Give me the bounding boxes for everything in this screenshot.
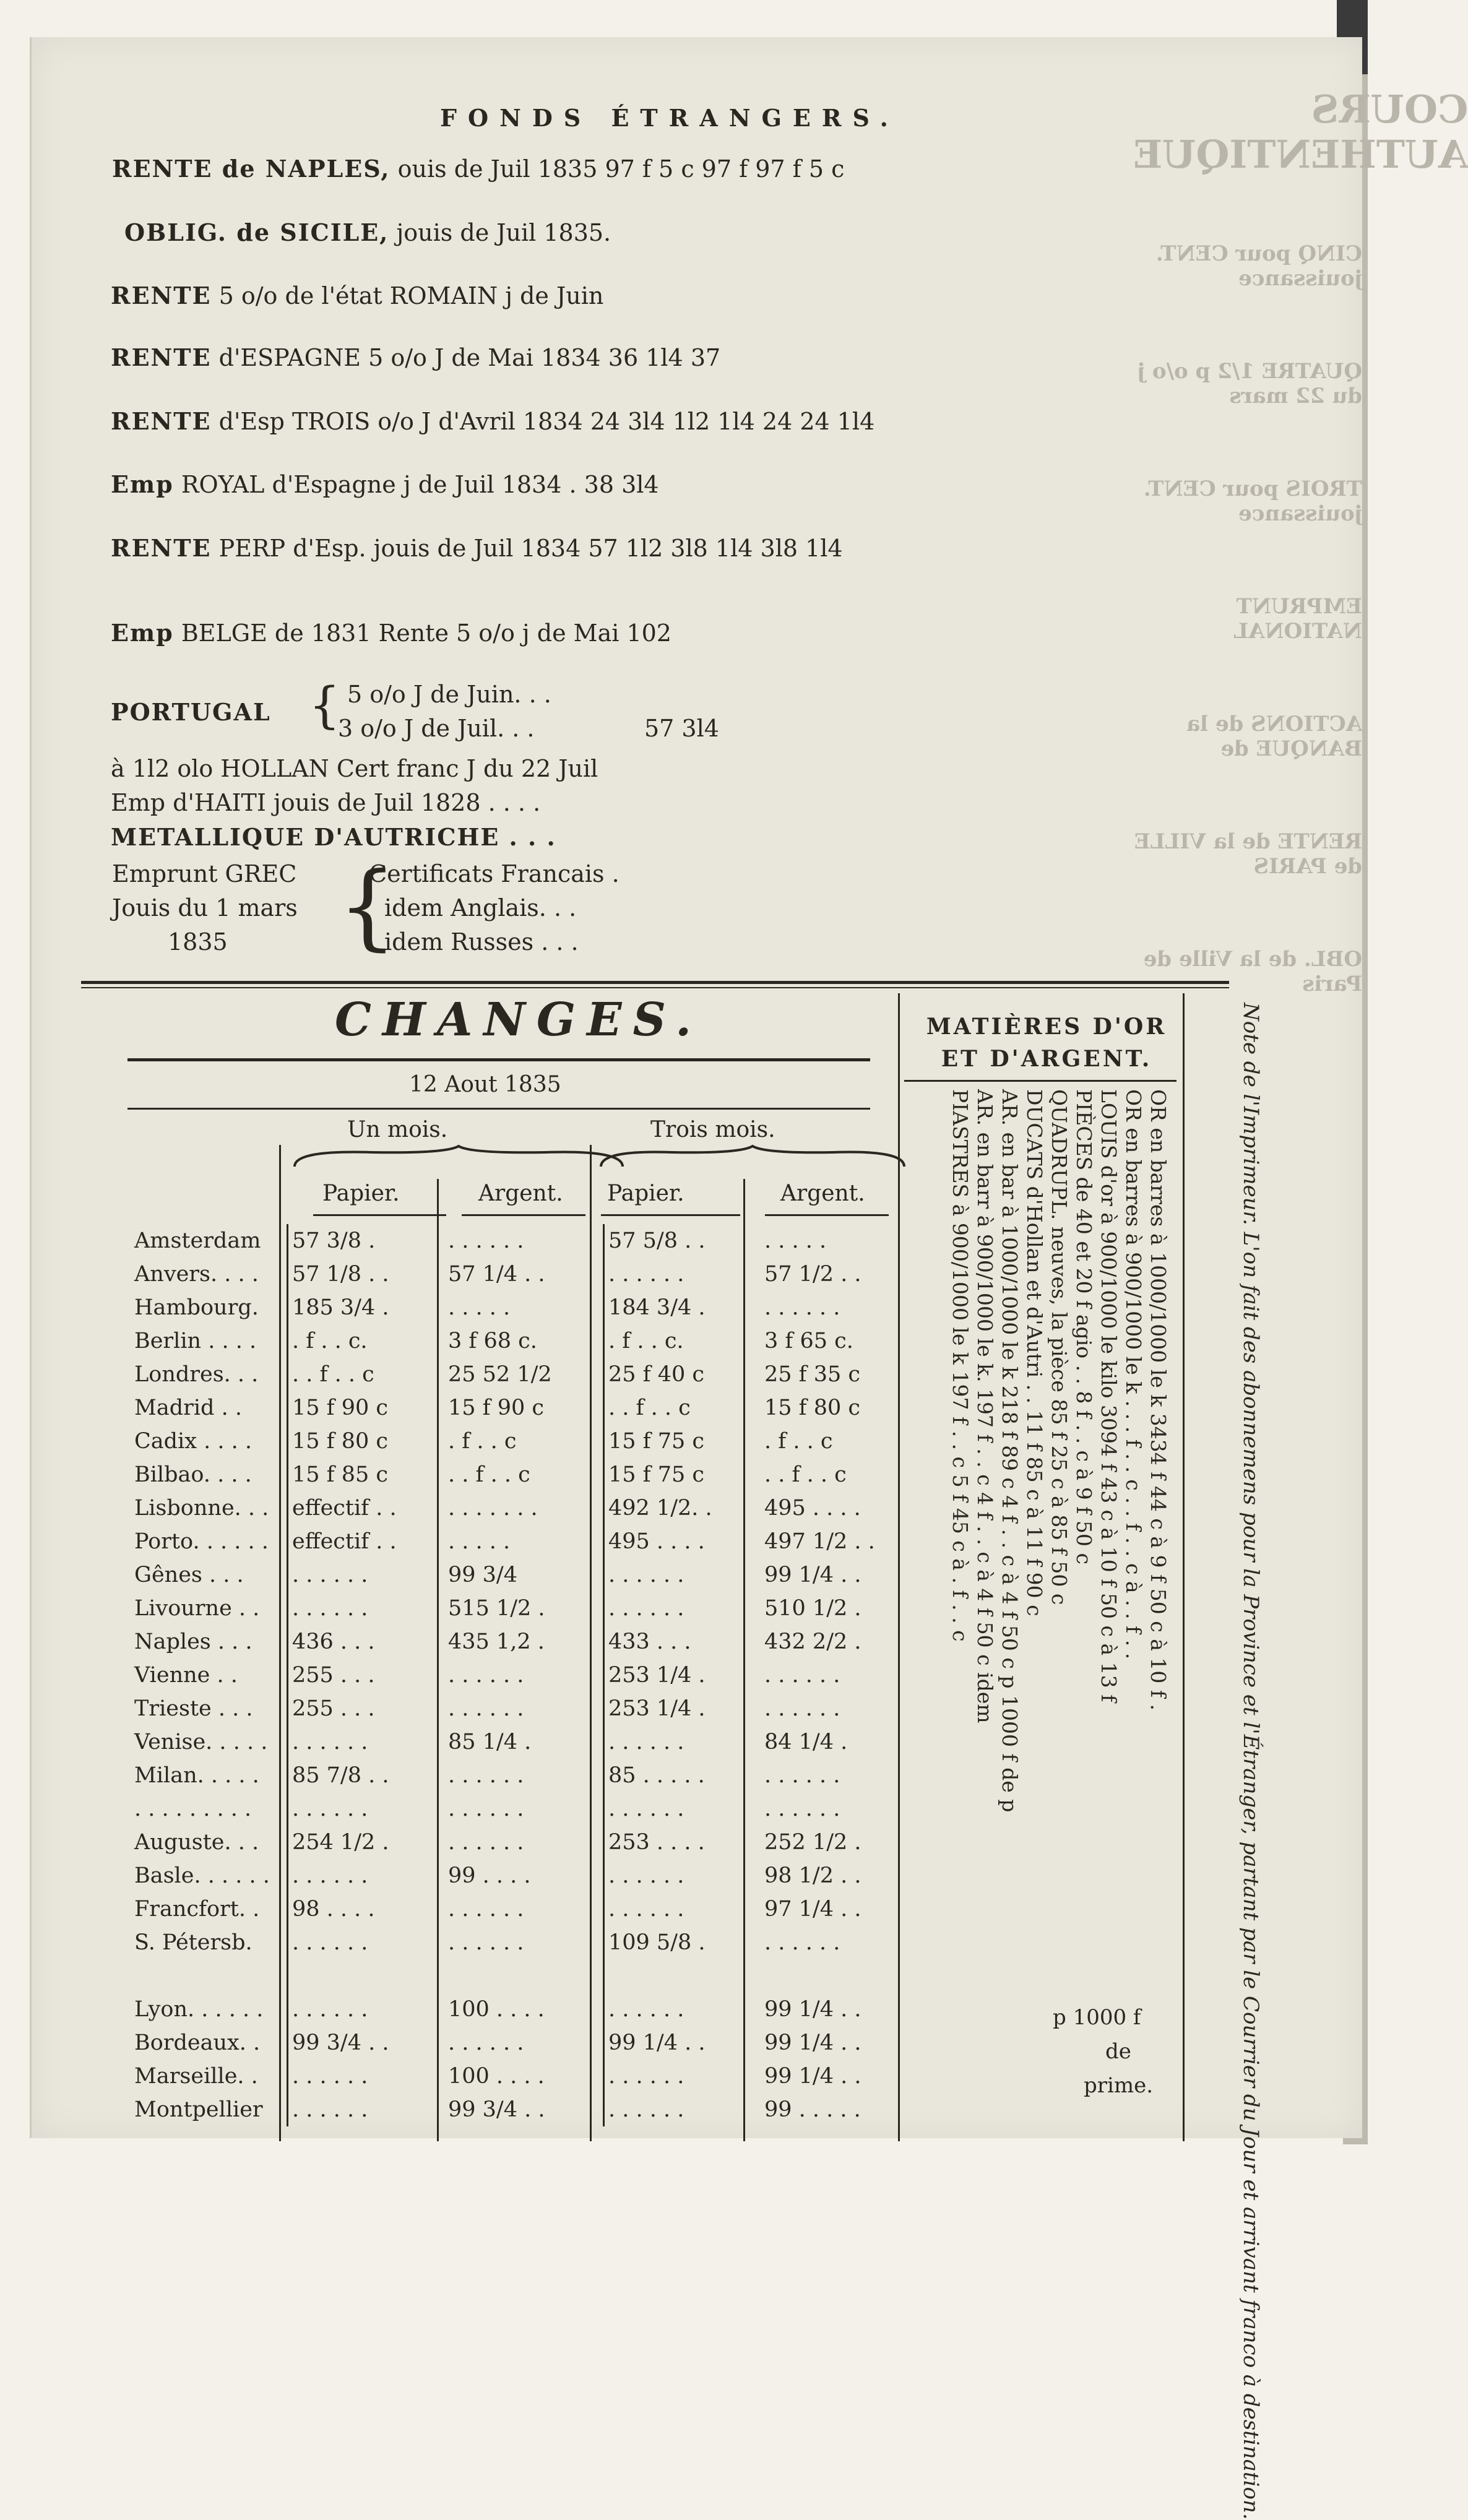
bleed-through-text: QUATRE 1/2 p o/o j du 22 mars: [1137, 359, 1362, 408]
exchange-place: Naples . . .: [134, 1629, 253, 1654]
un-mois-papier: 255 . . .: [288, 1692, 445, 1725]
table-row: [131, 1291, 917, 1324]
trois-mois-papier: . . . . . .: [604, 1725, 761, 1759]
fonds-name: Emp: [111, 619, 174, 647]
table-row: [131, 1525, 917, 1558]
un-mois-papier: 15 f 85 c: [288, 1458, 445, 1491]
un-mois-papier: 57 3/8 .: [288, 1224, 445, 1258]
bleed-through-text: CINQ pour CENT. jouissance: [1155, 241, 1362, 291]
portugal-line: 3 o/o J de Juil. . .: [338, 715, 535, 742]
exchange-place: Londres. . .: [134, 1362, 259, 1387]
fonds-name: RENTE: [111, 343, 212, 371]
un-mois-argent: 3 f 68 c.: [448, 1329, 537, 1353]
un-mois-argent: 100 . . . .: [448, 2064, 545, 2089]
matieres-title: ET D'ARGENT.: [941, 1046, 1152, 1072]
un-mois-argent: . . . . .: [448, 1529, 511, 1554]
bleed-through-text: RENTE de la VILLE de PARIS: [1134, 829, 1362, 879]
trois-mois-papier: . f . . c.: [604, 1324, 761, 1358]
table-row: [131, 1792, 917, 1826]
trois-mois-argent: 432 2/2 .: [764, 1629, 861, 1654]
un-mois-argent: . . . . . .: [448, 2030, 524, 2055]
table-row: [131, 1324, 917, 1358]
un-mois-papier: 185 3/4 .: [288, 1291, 445, 1324]
trois-mois-argent: 252 1/2 .: [764, 1830, 861, 1855]
table-row: [131, 1993, 917, 2026]
table-divider: [279, 1145, 281, 2141]
trois-mois-papier: 25 f 40 c: [604, 1358, 761, 1391]
un-mois-argent: [444, 1959, 604, 1993]
un-mois-papier: . . . . . .: [288, 1792, 445, 1826]
un-mois-argent: . . . . . .: [448, 1930, 524, 1955]
exchange-place: Venise. . . . .: [134, 1730, 268, 1754]
trois-mois-papier: 433 . . .: [604, 1625, 761, 1659]
trois-mois-argent: 3 f 65 c.: [764, 1329, 853, 1353]
table-row: [131, 1625, 917, 1659]
autriche-line: METALLIQUE D'AUTRICHE . . .: [111, 823, 556, 851]
trois-mois-papier: . . . . . .: [604, 1892, 761, 1926]
un-mois-argent: . . . . . .: [448, 1228, 524, 1253]
table-divider: [898, 993, 900, 2141]
exchange-place: Basle. . . . . .: [134, 1863, 270, 1888]
fonds-line: [124, 218, 611, 246]
un-mois-papier: 436 . . .: [288, 1625, 445, 1659]
un-mois-argent: 57 1/4 . .: [448, 1262, 545, 1287]
un-mois-papier: . . . . . .: [288, 1859, 445, 1892]
table-row: [131, 1491, 917, 1525]
grec-label: Jouis du 1 mars: [112, 894, 298, 921]
grec-row: idem Anglais. . .: [384, 894, 577, 921]
brace-under-un-mois: [291, 1145, 626, 1170]
table-row: [131, 1425, 917, 1458]
un-mois-papier: [288, 1959, 445, 1993]
grec-row: Certificats Francais .: [369, 860, 620, 887]
fonds-line: [111, 343, 720, 371]
matieres-line: DUCATS d'Hollan et d'Autri . . 11 f 85 c à 11 f 90 c: [1022, 1089, 1047, 1616]
un-mois-papier: effectif . .: [288, 1525, 445, 1558]
trois-mois-header: Trois mois.: [650, 1117, 775, 1142]
trois-mois-papier: 253 . . . .: [604, 1826, 761, 1859]
matieres-line: QUADRUPL. neuves, la pièce 85 f 25 c à 85 f 50 c: [1047, 1089, 1071, 1605]
portugal-value: 57 3l4: [644, 715, 719, 742]
un-mois-papier: 99 3/4 . .: [288, 2026, 445, 2060]
table-row: [131, 1224, 917, 1258]
matieres-line: OR en barres à 1000/1000 le k 3434 f 44 c à 9 f 50 c à 10 f .: [1146, 1089, 1170, 1711]
exchange-place: Auguste. . .: [134, 1830, 259, 1855]
fonds-text: BELGE de 1831 Rente 5 o/o j de Mai 102: [181, 619, 671, 647]
trois-mois-papier: 253 1/4 .: [604, 1659, 761, 1692]
trois-mois-argent: . . . . . .: [764, 1930, 840, 1955]
matieres-divider: [1183, 993, 1185, 2141]
trois-mois-argent: 57 1/2 . .: [764, 1262, 861, 1287]
header-underline: [765, 1214, 889, 1216]
trois-mois-argent: 510 1/2 .: [764, 1596, 861, 1621]
un-mois-argent: 99 3/4 . .: [448, 2097, 545, 2122]
exchange-table: [131, 1224, 917, 2126]
trois-mois-argent: . f . . c: [764, 1429, 833, 1454]
grec-row: idem Russes . . .: [384, 928, 579, 956]
fonds-title: FONDS ÉTRANGERS.: [440, 104, 899, 132]
un-mois-argent: 25 52 1/2: [448, 1362, 552, 1387]
un-mois-papier: 98 . . . .: [288, 1892, 445, 1926]
newspaper-page: [30, 37, 1468, 2520]
matieres-line: PIASTRES à 900/1000 le k 197 f . . c 5 f 45 c à . f . . c: [948, 1089, 972, 1642]
grec-label: 1835: [168, 928, 228, 956]
table-row: [131, 1859, 917, 1892]
fonds-line: [111, 534, 843, 562]
bleed-through-text: ACTIONS de la BANQUE de: [1186, 712, 1362, 761]
portugal-label: PORTUGAL: [111, 698, 271, 726]
table-row: [131, 1692, 917, 1725]
fonds-name: RENTE de NAPLES,: [112, 155, 391, 183]
trois-mois-argent: . . f . . c: [764, 1462, 847, 1487]
table-row: [131, 1358, 917, 1391]
matieres-line: LOUIS d'or à 900/1000 le kilo 3094 f 43 c à 10 f 50 c à 13 f: [1097, 1089, 1121, 1702]
brace-glyph: {: [338, 853, 397, 960]
exchange-place: Cadix . . . .: [134, 1429, 252, 1454]
trois-mois-papier: 495 . . . .: [604, 1525, 761, 1558]
trois-mois-papier: . . . . . .: [604, 2093, 761, 2126]
trois-mois-argent: . . . . . .: [764, 1663, 840, 1688]
bleed-through-text: OBL. de la Ville de Paris: [1143, 947, 1362, 996]
table-row: [131, 1826, 917, 1859]
trois-mois-papier: . . . . . .: [604, 1859, 761, 1892]
trois-mois-argent: . . . . . .: [764, 1797, 840, 1821]
exchange-place: Lisbonne. . .: [134, 1496, 269, 1521]
table-divider: [437, 1222, 439, 2141]
un-mois-argent: 99 . . . .: [448, 1863, 531, 1888]
trois-mois-argent: . . . . . .: [764, 1696, 840, 1721]
un-mois-papier: . f . . c.: [288, 1324, 445, 1358]
un-mois-papier: . . . . . .: [288, 2060, 445, 2093]
section-rule: [81, 981, 1229, 984]
table-divider: [590, 1145, 592, 2141]
trois-mois-papier: 15 f 75 c: [604, 1458, 761, 1491]
fonds-name: RENTE: [111, 407, 212, 435]
exchange-place: Hambourg.: [134, 1295, 259, 1320]
trois-mois-papier: 99 1/4 . .: [604, 2026, 761, 2060]
exchange-place: Anvers. . . .: [134, 1262, 259, 1287]
table-row: [131, 1926, 917, 1959]
exchange-place: Marseille. .: [134, 2064, 258, 2089]
bleed-through-text: COURS AUTHENTIQUE: [1133, 87, 1468, 177]
trois-mois-papier: . . f . . c: [604, 1391, 761, 1425]
un-mois-argent: . . . . . . .: [448, 1496, 538, 1521]
trois-mois-argent: 99 1/4 . .: [764, 2030, 861, 2055]
trois-mois-argent: . . . . . .: [764, 1295, 840, 1320]
table-row: [131, 2026, 917, 2060]
trois-mois-papier: . . . . . .: [604, 1993, 761, 2026]
un-mois-argent: 435 1,2 .: [448, 1629, 545, 1654]
trois-mois-papier: 85 . . . . .: [604, 1759, 761, 1792]
un-mois-papier: 85 7/8 . .: [288, 1759, 445, 1792]
section-rule: [81, 987, 1229, 988]
matieres-line: AR. en bar à 1000/1000 le k 218 f 89 c 4 f . . c à 4 f 50 c p 1000 f de p: [998, 1089, 1022, 1813]
trois-mois-papier: 184 3/4 .: [604, 1291, 761, 1324]
exchange-place: Montpellier: [134, 2097, 263, 2122]
exchange-place: Bilbao. . . .: [134, 1462, 252, 1487]
un-mois-papier: 254 1/2 .: [288, 1826, 445, 1859]
un-mois-argent: 100 . . . .: [448, 1997, 545, 2022]
trois-mois-papier: 15 f 75 c: [604, 1425, 761, 1458]
un-mois-argent: 515 1/2 .: [448, 1596, 545, 1621]
trois-mois-argent: 98 1/2 . .: [764, 1863, 861, 1888]
fonds-text: PERP d'Esp. jouis de Juil 1834 57 1l2 3l8 1l4 3l8 1l4: [218, 535, 843, 562]
exchange-place: Madrid . .: [134, 1396, 242, 1420]
fonds-name: Emp: [111, 470, 174, 498]
trois-mois-argent: . . . . .: [764, 1228, 827, 1253]
un-mois-header: Un mois.: [347, 1117, 448, 1142]
un-mois-argent: 85 1/4 .: [448, 1730, 532, 1754]
exchange-place: . . . . . . . . .: [134, 1797, 252, 1821]
changes-rule: [127, 1058, 870, 1061]
table-row: [131, 1391, 917, 1425]
trois-mois-papier: . . . . . .: [604, 1558, 761, 1592]
papier-header: Papier.: [322, 1181, 400, 1206]
trois-mois-argent: . . . . . .: [764, 1763, 840, 1788]
fonds-text: d'ESPAGNE 5 o/o J de Mai 1834 36 1l4 37: [218, 344, 721, 371]
trois-mois-papier: 57 5/8 . .: [604, 1224, 761, 1258]
trois-mois-argent: 84 1/4 .: [764, 1730, 848, 1754]
trois-mois-argent: 99 1/4 . .: [764, 1997, 861, 2022]
fonds-line: [112, 155, 844, 183]
exchange-place: Vienne . .: [134, 1663, 238, 1688]
matieres-line: OR en barres à 900/1000 le k . . . f . . c . . f . . c à . . f . .: [1121, 1089, 1146, 1660]
un-mois-argent: 15 f 90 c: [448, 1396, 545, 1420]
un-mois-argent: . . . . . .: [448, 1830, 524, 1855]
trois-mois-papier: . . . . . .: [604, 1258, 761, 1291]
un-mois-argent: . . . . . .: [448, 1696, 524, 1721]
fonds-name: RENTE: [111, 534, 212, 562]
table-row: [131, 1959, 917, 1993]
un-mois-papier: 15 f 80 c: [288, 1425, 445, 1458]
exchange-place: S. Pétersb.: [134, 1930, 253, 1955]
bleed-through-text: TROIS pour CENT. jouissance: [1143, 477, 1362, 526]
fonds-text: d'Esp TROIS o/o J d'Avril 1834 24 3l4 1l2 1l4 24 24 1l4: [218, 408, 875, 435]
un-mois-papier: . . . . . .: [288, 1725, 445, 1759]
exchange-place: Berlin . . . .: [134, 1329, 257, 1353]
matieres-footer: de: [1105, 2039, 1131, 2064]
trois-mois-papier: 253 1/4 .: [604, 1692, 761, 1725]
un-mois-argent: 99 3/4: [448, 1563, 517, 1587]
fonds-text: ROYAL d'Espagne j de Juil 1834 . 38 3l4: [181, 471, 659, 498]
trois-mois-papier: [604, 1959, 761, 1993]
un-mois-papier: 57 1/8 . .: [288, 1258, 445, 1291]
header-underline: [601, 1214, 740, 1216]
table-row: [131, 1892, 917, 1926]
un-mois-papier: . . f . . c: [288, 1358, 445, 1391]
fonds-text: jouis de Juil 1835.: [396, 219, 611, 246]
argent-header: Argent.: [780, 1181, 865, 1206]
un-mois-argent: . . f . . c: [448, 1462, 530, 1487]
trois-mois-argent: 99 . . . . .: [764, 2097, 861, 2122]
brace-under-trois-mois: [598, 1145, 907, 1170]
bleed-through-text: EMPRUNT NATIONAL: [1233, 594, 1362, 644]
un-mois-papier: . . . . . .: [288, 1558, 445, 1592]
haiti-line: Emp d'HAITI jouis de Juil 1828 . . . .: [111, 789, 541, 816]
un-mois-argent: . . . . .: [448, 1295, 511, 1320]
portugal-line: 5 o/o J de Juin. . .: [347, 681, 551, 708]
un-mois-argent: . . . . . .: [448, 1663, 524, 1688]
fonds-name: OBLIG. de SICILE,: [124, 218, 389, 246]
brace-glyph: {: [309, 676, 340, 734]
fonds-line: [111, 282, 603, 309]
papier-header: Papier.: [607, 1181, 684, 1206]
exchange-place: Gênes . . .: [134, 1563, 244, 1587]
table-row: [131, 1659, 917, 1692]
un-mois-argent: . . . . . .: [448, 1897, 524, 1922]
changes-rule: [127, 1108, 870, 1110]
un-mois-argent: . . . . . .: [448, 1797, 524, 1821]
matieres-footer: p 1000 f: [1053, 2005, 1141, 2030]
exchange-place: Amsterdam: [134, 1228, 261, 1253]
col-divider: [743, 1179, 745, 1222]
fonds-line: [111, 407, 874, 435]
un-mois-papier: effectif . .: [288, 1491, 445, 1525]
matieres-footer: prime.: [1084, 2073, 1154, 2098]
hollan-line: à 1l2 olo HOLLAN Cert franc J du 22 Juil: [111, 755, 598, 782]
exchange-place: [131, 1959, 288, 1993]
trois-mois-argent: [761, 1959, 917, 1993]
trois-mois-papier: 492 1/2. .: [604, 1491, 761, 1525]
exchange-place: Lyon. . . . . .: [134, 1997, 264, 2022]
trois-mois-papier: . . . . . .: [604, 1792, 761, 1826]
matieres-line: PIÈCES de 40 et 20 f agio . . 8 f . . c à 9 f 50 c: [1072, 1089, 1096, 1564]
exchange-place: Trieste . . .: [134, 1696, 253, 1721]
table-row: [131, 1558, 917, 1592]
table-row: [131, 1258, 917, 1291]
trois-mois-papier: 109 5/8 .: [604, 1926, 761, 1959]
trois-mois-papier: . . . . . .: [604, 1592, 761, 1625]
table-divider: [743, 1222, 745, 2141]
table-row: [131, 1759, 917, 1792]
fonds-text: ouis de Juil 1835 97 f 5 c 97 f 97 f 5 c: [397, 155, 845, 183]
un-mois-argent: . f . . c: [448, 1429, 517, 1454]
un-mois-papier: . . . . . .: [288, 1993, 445, 2026]
un-mois-papier: . . . . . .: [288, 1592, 445, 1625]
matieres-title: MATIÈRES D'OR: [926, 1014, 1167, 1040]
trois-mois-argent: 495 . . . .: [764, 1496, 861, 1521]
trois-mois-argent: 25 f 35 c: [764, 1362, 861, 1387]
trois-mois-papier: . . . . . .: [604, 2060, 761, 2093]
table-row: [131, 2060, 917, 2093]
grec-label: Emprunt GREC: [112, 860, 297, 887]
trois-mois-argent: 99 1/4 . .: [764, 1563, 861, 1587]
fonds-line: [111, 619, 671, 647]
exchange-place: Milan. . . . .: [134, 1763, 259, 1788]
un-mois-papier: . . . . . .: [288, 2093, 445, 2126]
table-row: [131, 1592, 917, 1625]
trois-mois-argent: 15 f 80 c: [764, 1396, 861, 1420]
exchange-place: Livourne . .: [134, 1596, 260, 1621]
trois-mois-argent: 99 1/4 . .: [764, 2064, 861, 2089]
fonds-name: RENTE: [111, 282, 212, 309]
matieres-line: AR. en barr à 900/1000 le k. 197 f . . c 4 f . . c à 4 f 50 c idem: [973, 1089, 997, 1724]
side-note: Note de l'Imprimeur. L'on fait des abonnemens pour la Province et l'Étranger, partant par le Courrier du Jour et arrivant franco à destination.: [1238, 1003, 1263, 2520]
un-mois-papier: 15 f 90 c: [288, 1391, 445, 1425]
trois-mois-argent: 497 1/2 . .: [764, 1529, 875, 1554]
header-underline: [313, 1214, 446, 1216]
fonds-text: 5 o/o de l'état ROMAIN j de Juin: [218, 282, 604, 309]
argent-header: Argent.: [478, 1181, 563, 1206]
exchange-place: Francfort. .: [134, 1897, 260, 1922]
table-row: [131, 1725, 917, 1759]
un-mois-papier: 255 . . .: [288, 1659, 445, 1692]
un-mois-argent: . . . . . .: [448, 1763, 524, 1788]
exchange-place: Porto. . . . . .: [134, 1529, 269, 1554]
changes-title: CHANGES.: [335, 993, 703, 1046]
exchange-place: Bordeaux. .: [134, 2030, 261, 2055]
table-row: [131, 2093, 917, 2126]
trois-mois-argent: 97 1/4 . .: [764, 1897, 861, 1922]
fonds-line: [111, 470, 659, 498]
table-row: [131, 1458, 917, 1491]
changes-date: 12 Aout 1835: [409, 1072, 561, 1097]
un-mois-papier: . . . . . .: [288, 1926, 445, 1959]
matieres-rule: [904, 1080, 1177, 1082]
header-underline: [462, 1214, 585, 1216]
